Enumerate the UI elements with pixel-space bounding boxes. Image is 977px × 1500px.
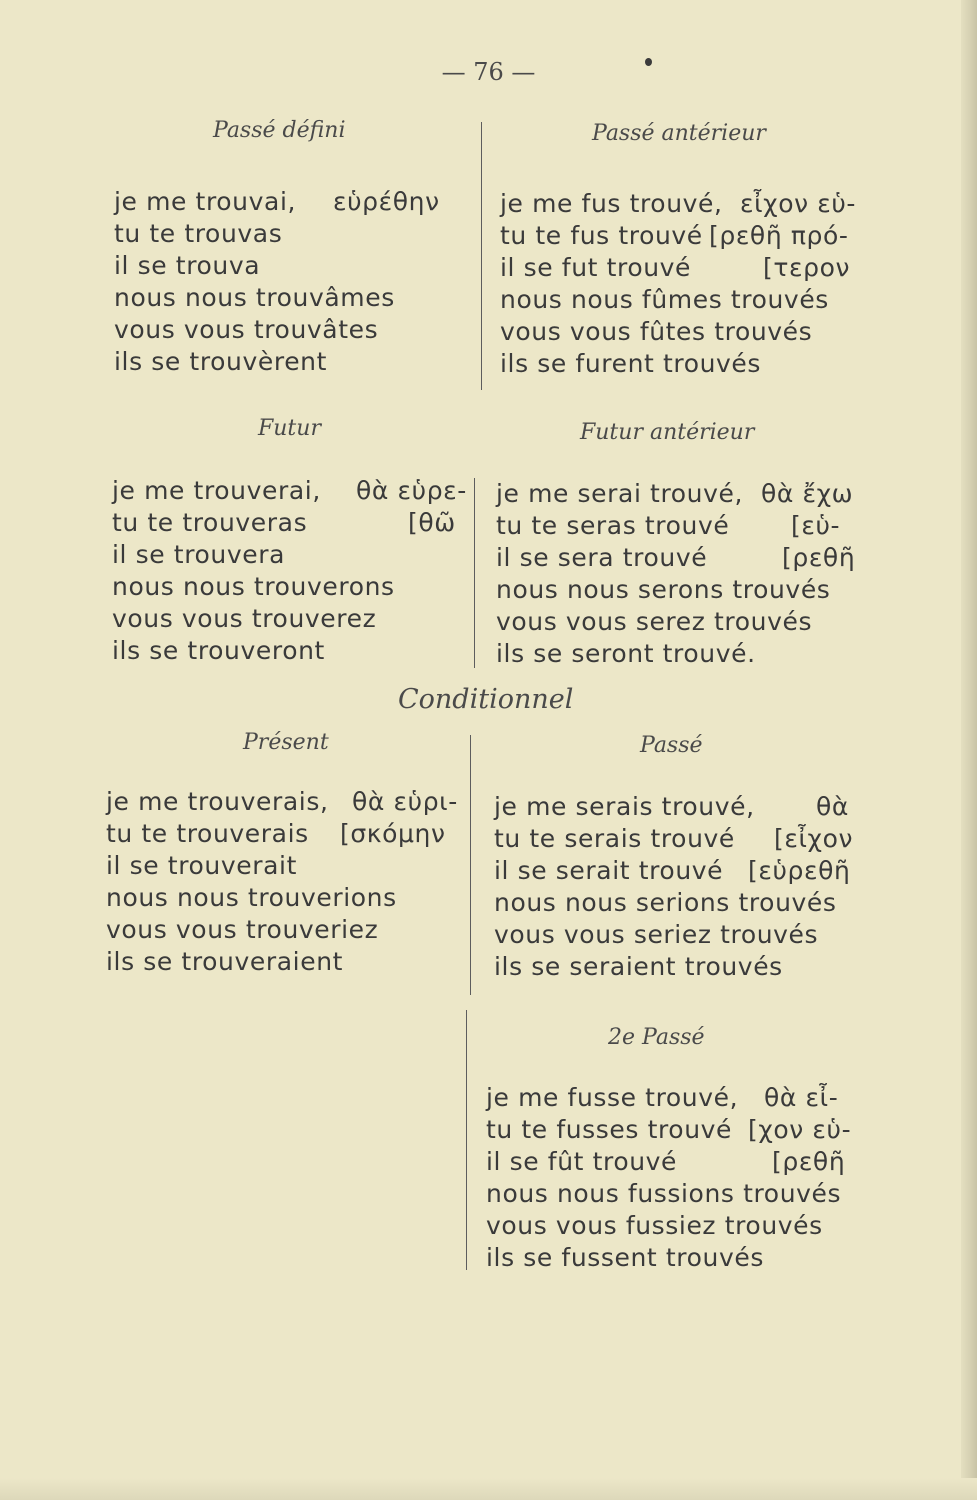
conjugation-line: nous nous fussions trouvés [486, 1179, 842, 1208]
conjugation-line: ils se furent trouvés [500, 349, 762, 378]
conjugation-line: vous vous fûtes trouvés [500, 317, 813, 346]
conjugation-line: il se sera trouvé [496, 543, 708, 572]
greek-translation: θὰ [816, 792, 849, 821]
conjugation-line: ils se trouvèrent [114, 347, 328, 376]
conjugation-line: ils se trouveraient [106, 947, 344, 976]
conjugation-line: nous nous serions trouvés [494, 888, 837, 917]
greek-translation: εἶχον εὑ- [740, 189, 857, 218]
conjugation-line: vous vous trouverez [112, 604, 377, 633]
conjugation-line: tu te trouverais [106, 819, 309, 848]
greek-translation: [τερον [763, 253, 851, 282]
conjugation-line: tu te seras trouvé [496, 511, 730, 540]
conjugation-line: tu te fus trouvé [500, 221, 703, 250]
conjugation-line: il se trouvera [112, 540, 286, 569]
conjugation-line: je me trouverai, [112, 476, 321, 505]
heading-deuxieme-passe: 2e Passé [608, 1025, 705, 1050]
conjugation-line: il se trouva [114, 251, 261, 280]
conjugation-line: je me serais trouvé, [494, 792, 755, 821]
conjugation-line: je me trouverais, [106, 787, 329, 816]
greek-translation: [χον εὑ- [748, 1115, 852, 1144]
conjugation-line: il se serait trouvé [494, 856, 724, 885]
conjugation-line: ils se fussent trouvés [486, 1243, 764, 1272]
column-rule-bottom [466, 1010, 467, 1270]
conjugation-line: ils se seraient trouvés [494, 952, 783, 981]
heading-conditionnel: Conditionnel [398, 684, 574, 715]
conjugation-line: je me trouvai, [114, 187, 297, 216]
conjugation-line: vous vous trouveriez [106, 915, 379, 944]
ink-spot [645, 58, 652, 66]
column-rule-middle [474, 478, 475, 668]
conjugation-line: nous nous fûmes trouvés [500, 285, 829, 314]
block-futur-anterieur [496, 478, 856, 670]
page-bottom-edge [0, 1478, 977, 1500]
heading-passe: Passé [640, 733, 703, 758]
greek-translation: [σκόμην [340, 819, 446, 848]
heading-present: Présent [243, 730, 329, 755]
conjugation-line: tu te fusses trouvé [486, 1115, 733, 1144]
conjugation-line: nous nous trouverons [112, 572, 395, 601]
conjugation-line: vous vous fussiez trouvés [486, 1211, 823, 1240]
conjugation-line: je me fus trouvé, [500, 189, 723, 218]
conjugation-line: nous nous serons trouvés [496, 575, 831, 604]
conjugation-line: vous vous seriez trouvés [494, 920, 819, 949]
block-present [106, 786, 468, 978]
greek-translation: [θῶ [408, 508, 456, 537]
greek-translation: [ρεθῆ [772, 1147, 846, 1176]
conjugation-line: tu te trouveras [112, 508, 308, 537]
greek-translation: θὰ εὑρι- [352, 787, 458, 816]
conjugation-line: je me serai trouvé, [496, 479, 744, 508]
heading-futur: Futur [258, 416, 321, 441]
block-passe [494, 791, 854, 983]
conjugation-line: je me fusse trouvé, [486, 1083, 739, 1112]
conjugation-line: vous vous serez trouvés [496, 607, 813, 636]
conjugation-line: nous nous trouvâmes [114, 283, 395, 312]
greek-translation: θὰ εὑρε- [356, 476, 467, 505]
conjugation-line: il se fût trouvé [486, 1147, 678, 1176]
greek-translation: [εὑ- [791, 511, 841, 540]
conjugation-line: tu te trouvas [114, 219, 283, 248]
greek-translation: [ρεθῆ πρό- [709, 221, 849, 250]
greek-translation: θὰ εἶ- [764, 1083, 839, 1112]
page-edge [961, 0, 977, 1500]
conjugation-line: il se trouverait [106, 851, 297, 880]
page-number: — 76 — [441, 58, 536, 86]
block-passe-anterieur [500, 188, 862, 380]
greek-translation: [εὑρεθῆ [748, 856, 851, 885]
conjugation-line: vous vous trouvâtes [114, 315, 379, 344]
conjugation-line: nous nous trouverions [106, 883, 397, 912]
heading-passe-defini: Passé défini [213, 118, 346, 143]
heading-futur-anterieur: Futur antérieur [580, 420, 755, 445]
block-passe-defini [114, 186, 464, 378]
greek-translation: θὰ ἔχω [761, 479, 854, 508]
block-futur [112, 475, 467, 667]
greek-translation: [εἶχον [774, 824, 854, 853]
greek-translation: [ρεθῆ [782, 543, 856, 572]
conjugation-line: tu te serais trouvé [494, 824, 735, 853]
block-deuxieme-passe [486, 1082, 852, 1274]
conjugation-line: ils se trouveront [112, 636, 325, 665]
heading-passe-anterieur: Passé antérieur [592, 121, 766, 146]
greek-translation: εὑρέθην [333, 187, 440, 216]
column-rule-top [481, 122, 482, 390]
column-rule-lower [470, 735, 471, 995]
conjugation-line: ils se seront trouvé. [496, 639, 756, 668]
conjugation-line: il se fut trouvé [500, 253, 692, 282]
